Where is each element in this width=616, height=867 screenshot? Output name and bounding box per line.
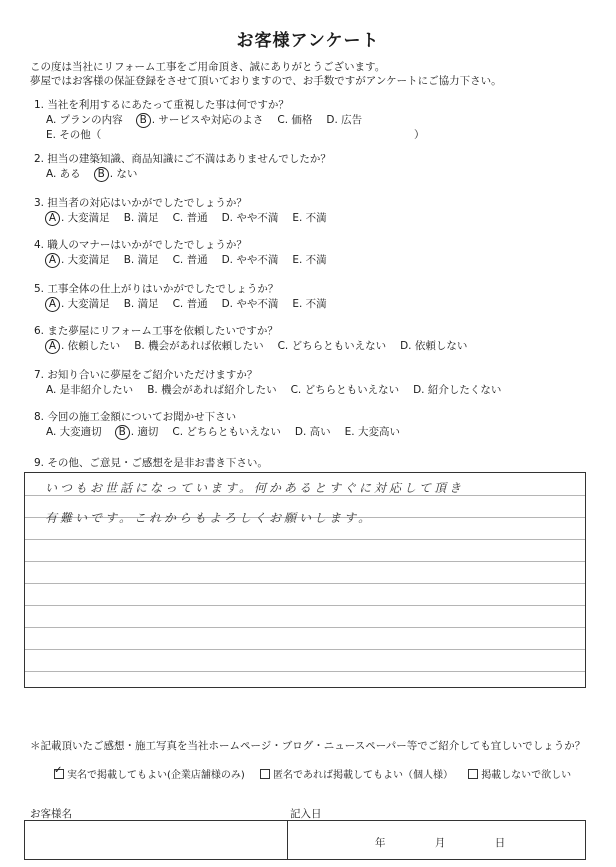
answer-option[interactable]: A. ある: [46, 168, 81, 180]
answer-option[interactable]: B. 満足: [123, 298, 159, 310]
question-3-options: [34, 211, 341, 226]
question-3: [34, 196, 341, 226]
question-6-text: 6. また夢屋にリフォーム工事を依頼したいですか？: [34, 325, 278, 337]
day-label: 日: [494, 837, 506, 849]
other-label: E. その他（: [46, 129, 102, 141]
answer-option[interactable]: D. 広告: [326, 114, 363, 126]
answer-option[interactable]: B. 機会があれば紹介したい: [147, 384, 277, 396]
answer-option[interactable]: D. やや不満: [221, 212, 279, 224]
consent-option-anonymous[interactable]: 匿名であれば掲載してもよい（個人様）: [260, 770, 453, 781]
answer-option[interactable]: B. 機会があれば依頼したい: [134, 340, 264, 352]
answer-option[interactable]: E. 不満: [292, 298, 327, 310]
intro-text: [30, 60, 502, 88]
question-6: [34, 324, 481, 354]
circle-mark-icon: A: [45, 339, 60, 354]
question-5-options: [34, 297, 341, 312]
question-1-options: [34, 113, 376, 128]
checkbox-icon[interactable]: [468, 769, 478, 779]
intro-line-2: 夢屋ではお客様の保証登録をさせて頂いておりますので、お手数ですがアンケートにご協力下さい。: [30, 75, 502, 87]
question-5: [34, 282, 341, 312]
answer-option-selected[interactable]: B . 適切: [116, 425, 159, 440]
answer-option[interactable]: D. やや不満: [221, 298, 279, 310]
answer-option[interactable]: E. 不満: [292, 212, 327, 224]
signature-box: [24, 820, 586, 860]
consent-option-no-publish[interactable]: 掲載しないで欲しい: [468, 770, 571, 781]
answer-option[interactable]: C. 価格: [277, 114, 313, 126]
consent-options: [54, 766, 583, 781]
question-2: [34, 152, 331, 182]
answer-option[interactable]: C. 普通: [172, 212, 208, 224]
question-5-text: 5. 工事全体の仕上がりはいかがでしたでしょうか？: [34, 283, 279, 295]
answer-option[interactable]: C. どちらともいえない: [172, 426, 281, 438]
question-4-options: [34, 253, 341, 268]
answer-option[interactable]: D. やや不満: [221, 254, 279, 266]
answer-option[interactable]: E. 不満: [292, 254, 327, 266]
consent-question: ＊記載頂いたご感想・施工写真を当社ホームページ・ブログ・ニュースペーパー等でご紹介しても宜しいでしょうか？: [30, 740, 586, 752]
question-9: [34, 456, 268, 470]
answer-option[interactable]: D. 依頼しない: [400, 340, 468, 352]
checkbox-checked-icon[interactable]: [54, 769, 64, 779]
year-label: 年: [375, 837, 386, 849]
question-7: [34, 368, 515, 397]
month-label: 月: [434, 837, 446, 849]
checkbox-icon[interactable]: [260, 769, 270, 779]
circle-mark-icon: A: [45, 297, 60, 312]
answer-option-selected[interactable]: A . 大変満足: [46, 253, 110, 268]
answer-option[interactable]: A. 大変適切: [46, 426, 102, 438]
consent-option-real-name[interactable]: ✓実名で掲載してもよい(企業店舗様のみ): [54, 770, 245, 781]
question-7-text: 7. お知り合いに夢屋をご紹介いただけますか？: [34, 369, 258, 381]
answer-option-selected[interactable]: A . 大変満足: [46, 211, 110, 226]
question-2-options: [34, 167, 331, 182]
answer-option-selected[interactable]: B . ない: [95, 167, 138, 182]
customer-name-label: お客様名: [30, 808, 72, 820]
circle-mark-icon: A: [45, 211, 60, 226]
question-6-options: [34, 339, 481, 354]
question-4-text: 4. 職人のマナーはいかがでしたでしょうか？: [34, 239, 247, 251]
answer-option[interactable]: E. 大変高い: [344, 426, 400, 438]
question-8-options: [34, 425, 414, 440]
question-7-options: [34, 383, 515, 397]
circle-mark-icon: B: [136, 113, 151, 128]
answer-option[interactable]: C. 普通: [172, 254, 208, 266]
question-8: [34, 410, 414, 440]
answer-option-selected[interactable]: B . サービスや対応のよさ: [137, 113, 264, 128]
question-8-text: 8. 今回の施工金額についてお聞かせ下さい: [34, 411, 237, 423]
answer-option[interactable]: A. プランの内容: [46, 114, 123, 126]
question-1: [34, 98, 425, 142]
handwritten-comment-line-1: いつもお世話になっています。何かあるとすぐに対応して頂き: [45, 481, 465, 495]
circle-mark-icon: B: [115, 425, 130, 440]
answer-option[interactable]: C. どちらともいえない: [290, 384, 400, 396]
question-3-text: 3. 担当者の対応はいかがでしたでしょうか？: [34, 197, 247, 209]
circle-mark-icon: B: [94, 167, 109, 182]
date-field[interactable]: [375, 835, 505, 850]
circle-mark-icon: A: [45, 253, 60, 268]
question-4: [34, 238, 341, 268]
question-1-text: 1. 当社を利用するにあたって重視した事は何ですか？: [34, 99, 289, 111]
answer-option[interactable]: C. 普通: [172, 298, 208, 310]
answer-option[interactable]: C. どちらともいえない: [277, 340, 387, 352]
entry-date-label: 記入日: [290, 808, 322, 820]
question-9-text: 9. その他、ご意見・ご感想を是非お書き下さい。: [34, 457, 268, 469]
divider: [287, 821, 288, 859]
page-title: お客様アンケート: [236, 31, 380, 51]
answer-option[interactable]: D. 高い: [294, 426, 331, 438]
other-paren-close: ）: [414, 129, 425, 141]
answer-option-selected[interactable]: A . 依頼したい: [46, 339, 120, 354]
handwritten-comment-line-2: 有難いです。これからもよろしくお願いします。: [45, 511, 374, 525]
answer-option[interactable]: B. 満足: [123, 212, 159, 224]
answer-option-selected[interactable]: A . 大変満足: [46, 297, 110, 312]
answer-option[interactable]: A. 是非紹介したい: [46, 384, 134, 396]
answer-option-other[interactable]: [34, 128, 425, 142]
question-2-text: 2. 担当の建築知識、商品知識にご不満はありませんでしたか？: [34, 153, 331, 165]
comment-box[interactable]: [24, 472, 586, 688]
answer-option[interactable]: B. 満足: [123, 254, 159, 266]
intro-line-1: この度は当社にリフォーム工事をご用命頂き、誠にありがとうございます。: [30, 61, 386, 73]
customer-name-field[interactable]: [25, 821, 287, 859]
answer-option[interactable]: D. 紹介したくない: [413, 384, 502, 396]
